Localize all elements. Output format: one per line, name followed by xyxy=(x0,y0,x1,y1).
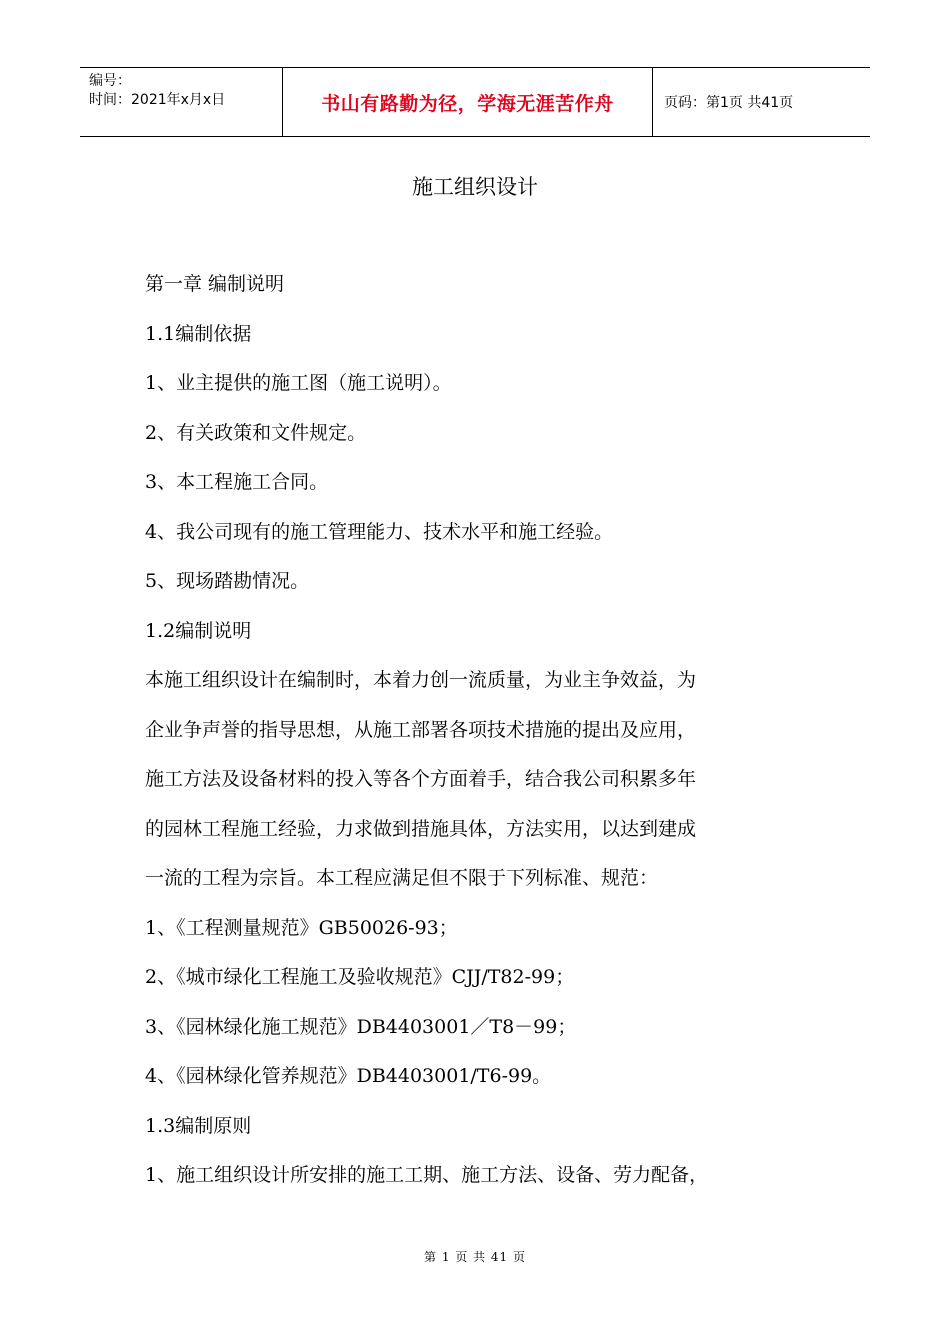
page-info: 页码：第1页 共41页 xyxy=(664,95,794,111)
list-item: 2、有关政策和文件规定。 xyxy=(145,421,367,444)
list-item: 3、本工程施工合同。 xyxy=(145,471,329,493)
motto-text: 书山有路勤为径，学海无涯苦作舟 xyxy=(321,92,614,115)
standard-item: 1、《工程测量规范》GB50026-93； xyxy=(145,916,458,939)
list-item: 1、业主提供的施工图（施工说明）。 xyxy=(145,372,452,394)
paragraph-line: 一流的工程为宗旨。本工程应满足但不限于下列标准、规范： xyxy=(145,867,659,889)
number-label: 编号： xyxy=(89,73,131,89)
standard-item: 4、《园林绿化管养规范》DB4403001/T6-99。 xyxy=(145,1065,552,1087)
standard-item: 3、《园林绿化施工规范》DB4403001／T8－99； xyxy=(145,1015,577,1038)
section-heading: 1.1编制依据 xyxy=(145,322,252,345)
section-heading: 1.3编制原则 xyxy=(145,1114,252,1137)
list-item: 4、我公司现有的施工管理能力、技术水平和施工经验。 xyxy=(145,520,614,543)
paragraph-line: 施工方法及设备材料的投入等各个方面着手，结合我公司积累多年 xyxy=(145,768,697,790)
document-title: 施工组织设计 xyxy=(412,175,538,199)
page-footer: 第 1 页 共 41 页 xyxy=(424,1250,526,1264)
section-heading: 1.2编制说明 xyxy=(145,619,252,642)
header-table xyxy=(80,67,870,137)
chapter-heading: 第一章 编制说明 xyxy=(145,273,285,295)
list-item: 1、施工组织设计所安排的施工工期、施工方法、设备、劳力配备， xyxy=(145,1164,709,1186)
page-info-cell xyxy=(653,68,870,136)
header-meta-cell xyxy=(80,68,282,136)
list-item: 5、现场踏勘情况。 xyxy=(145,570,310,592)
document-body xyxy=(145,268,825,1209)
paragraph-line: 本施工组织设计在编制时，本着力创一流质量，为业主争效益，为 xyxy=(145,669,697,691)
paragraph-line: 企业争声誉的指导思想，从施工部署各项技术措施的提出及应用， xyxy=(145,718,697,741)
paragraph-line: 的园林工程施工经验，力求做到措施具体，方法实用，以达到建成 xyxy=(145,817,697,840)
standard-item: 2、《城市绿化工程施工及验收规范》CJJ/T82-99； xyxy=(145,966,575,988)
motto-cell xyxy=(282,68,653,136)
time-label: 时间：2021年x月x日 xyxy=(89,92,226,108)
